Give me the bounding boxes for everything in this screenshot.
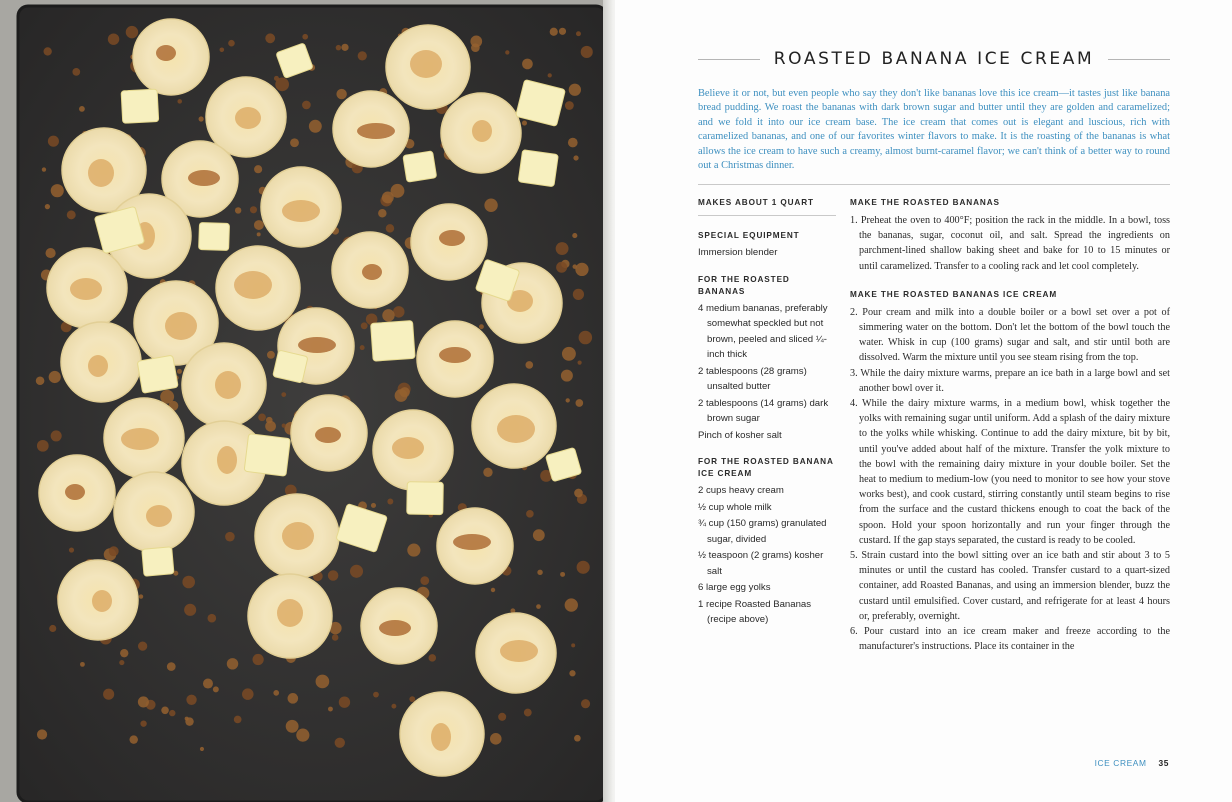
ingredient-item: 6 large egg yolks [698, 582, 771, 593]
ingredient-item: 4 medium bananas, preferably somewhat speckled but not brown, peeled and sliced ¼-inch thick [698, 302, 828, 360]
roasted-bananas-ingredients [698, 274, 836, 444]
method-step: 5. Strain custard into the bowl sitting over an ice bath and stir about 3 to 5 minutes or until the custard has cooled. Transfer custard to a quart-sized container, add Roasted Bananas, and using an immersion blender, buzz the custard until emulsified. Cover custard, and refrigerate for at least 4 hours or, preferably, overnight. [850, 550, 1170, 622]
page-number: 35 [1158, 758, 1169, 768]
method-heading-roast: MAKE THE ROASTED BANANAS [850, 198, 1000, 207]
recipe-photo [0, 0, 612, 802]
roasted-bananas-photo-icon [0, 0, 612, 802]
ingredient-item: ¾ cup (150 grams) granulated sugar, divided [698, 518, 827, 545]
title-rule-left [698, 59, 760, 60]
ice-cream-heading: FOR THE ROASTED BANANA ICE CREAM [698, 457, 834, 478]
ingredient-item: 2 tablespoons (14 grams) dark brown sugar [698, 397, 829, 424]
title-row [698, 46, 1170, 72]
method-step: 3. While the dairy mixture warms, prepare an ice bath in a large bowl and set another bowl over it. [850, 367, 1170, 394]
ingredient-item: Pinch of kosher salt [698, 429, 782, 441]
ingredient-item: 2 cups heavy cream [698, 485, 784, 496]
yield-rule [698, 215, 836, 216]
equipment-item: Immersion blender [698, 247, 778, 258]
equipment-heading: SPECIAL EQUIPMENT [698, 231, 800, 240]
ingredient-item: 1 recipe Roasted Bananas (recipe above) [698, 598, 812, 625]
method-step: 2. Pour cream and milk into a double boiler or a bowl set over a pot of simmering water on the bottom. Don't let the bottom of the bowl touch the water. Whisk in cup (100 grams) sugar and salt, and stir until both are dissolved. Warm the mixture until you see steam rising from the top. [850, 306, 1170, 364]
yield-label: MAKES ABOUT 1 QUART [698, 198, 814, 207]
ingredients-column [698, 197, 836, 641]
method-heading-ice-cream: MAKE THE ROASTED BANANAS ICE CREAM [850, 289, 1058, 299]
method-step: 6. Pour custard into an ice cream maker and freeze according to the manufacturer's instructions. Place its container in the [850, 626, 1170, 653]
method-column [850, 196, 1170, 654]
method-step: 1. Preheat the oven to 400°F; position the rack in the middle. In a bowl, toss the bananas, sugar, coconut oil, and salt. Spread the ingredients on parchment-lined shallow baking sheet and bake for 10 to 15 minutes or until caramelized. Transfer to a cooling rack and let cool completely. [850, 215, 1170, 272]
ingredient-item: ½ cup whole milk [698, 501, 772, 513]
method-step: 4. While the dairy mixture warms, in a medium bowl, whisk together the yolks with remaining sugar until uniform. Add a splash of the dairy mixture to the yolks while whisking. Continue to add the dairy mixture, bit by bit, until you've added about half of the mixture. Transfer the yolk mixture to the bowl with the remaining dairy mixture in your double boiler. Set the heat to medium to medium-low (you need to monitor to see how your stove works best), and cook custard, stirring constantly until steam begins to rise from the surface and the custard thickens enough to coat the back of the spoon. Hold your spoon horizontally and run your finger through the custard. If the gap stays separated, the custard is ready to be cooled. [850, 398, 1170, 546]
ingredient-item: 2 tablespoons (28 grams) unsalted butter [698, 365, 807, 392]
recipe-page [615, 0, 1232, 802]
equipment-block [698, 230, 836, 261]
page-title: ROASTED BANANA ICE CREAM [773, 49, 1095, 69]
section-divider [698, 184, 1170, 185]
ice-cream-ingredients [698, 456, 836, 628]
roasted-bananas-heading: FOR THE ROASTED BANANAS [698, 274, 790, 296]
title-rule-right [1108, 59, 1170, 60]
page-footer [1095, 758, 1169, 768]
footer-section: ICE CREAM [1094, 758, 1147, 768]
intro-paragraph: Believe it or not, but even people who say they don't like bananas love this ice cream—it tastes just like banana bread pudding. We roast the bananas with dark brown sugar and butter until they are golden and caramelized; and we fold it into our ice cream base. The ice cream that comes out is elegant and luscious, rich with caramelized bananas, and one of our favorites winter flavors to make. It is the roasting of the bananas is what allows the ice cream to have such a creamy, almost burnt-caramel flavor; we can't think of a better way to round out a Christmas dinner. [698, 88, 1170, 172]
ingredient-item: ½ teaspoon (2 grams) kosher salt [698, 550, 824, 577]
